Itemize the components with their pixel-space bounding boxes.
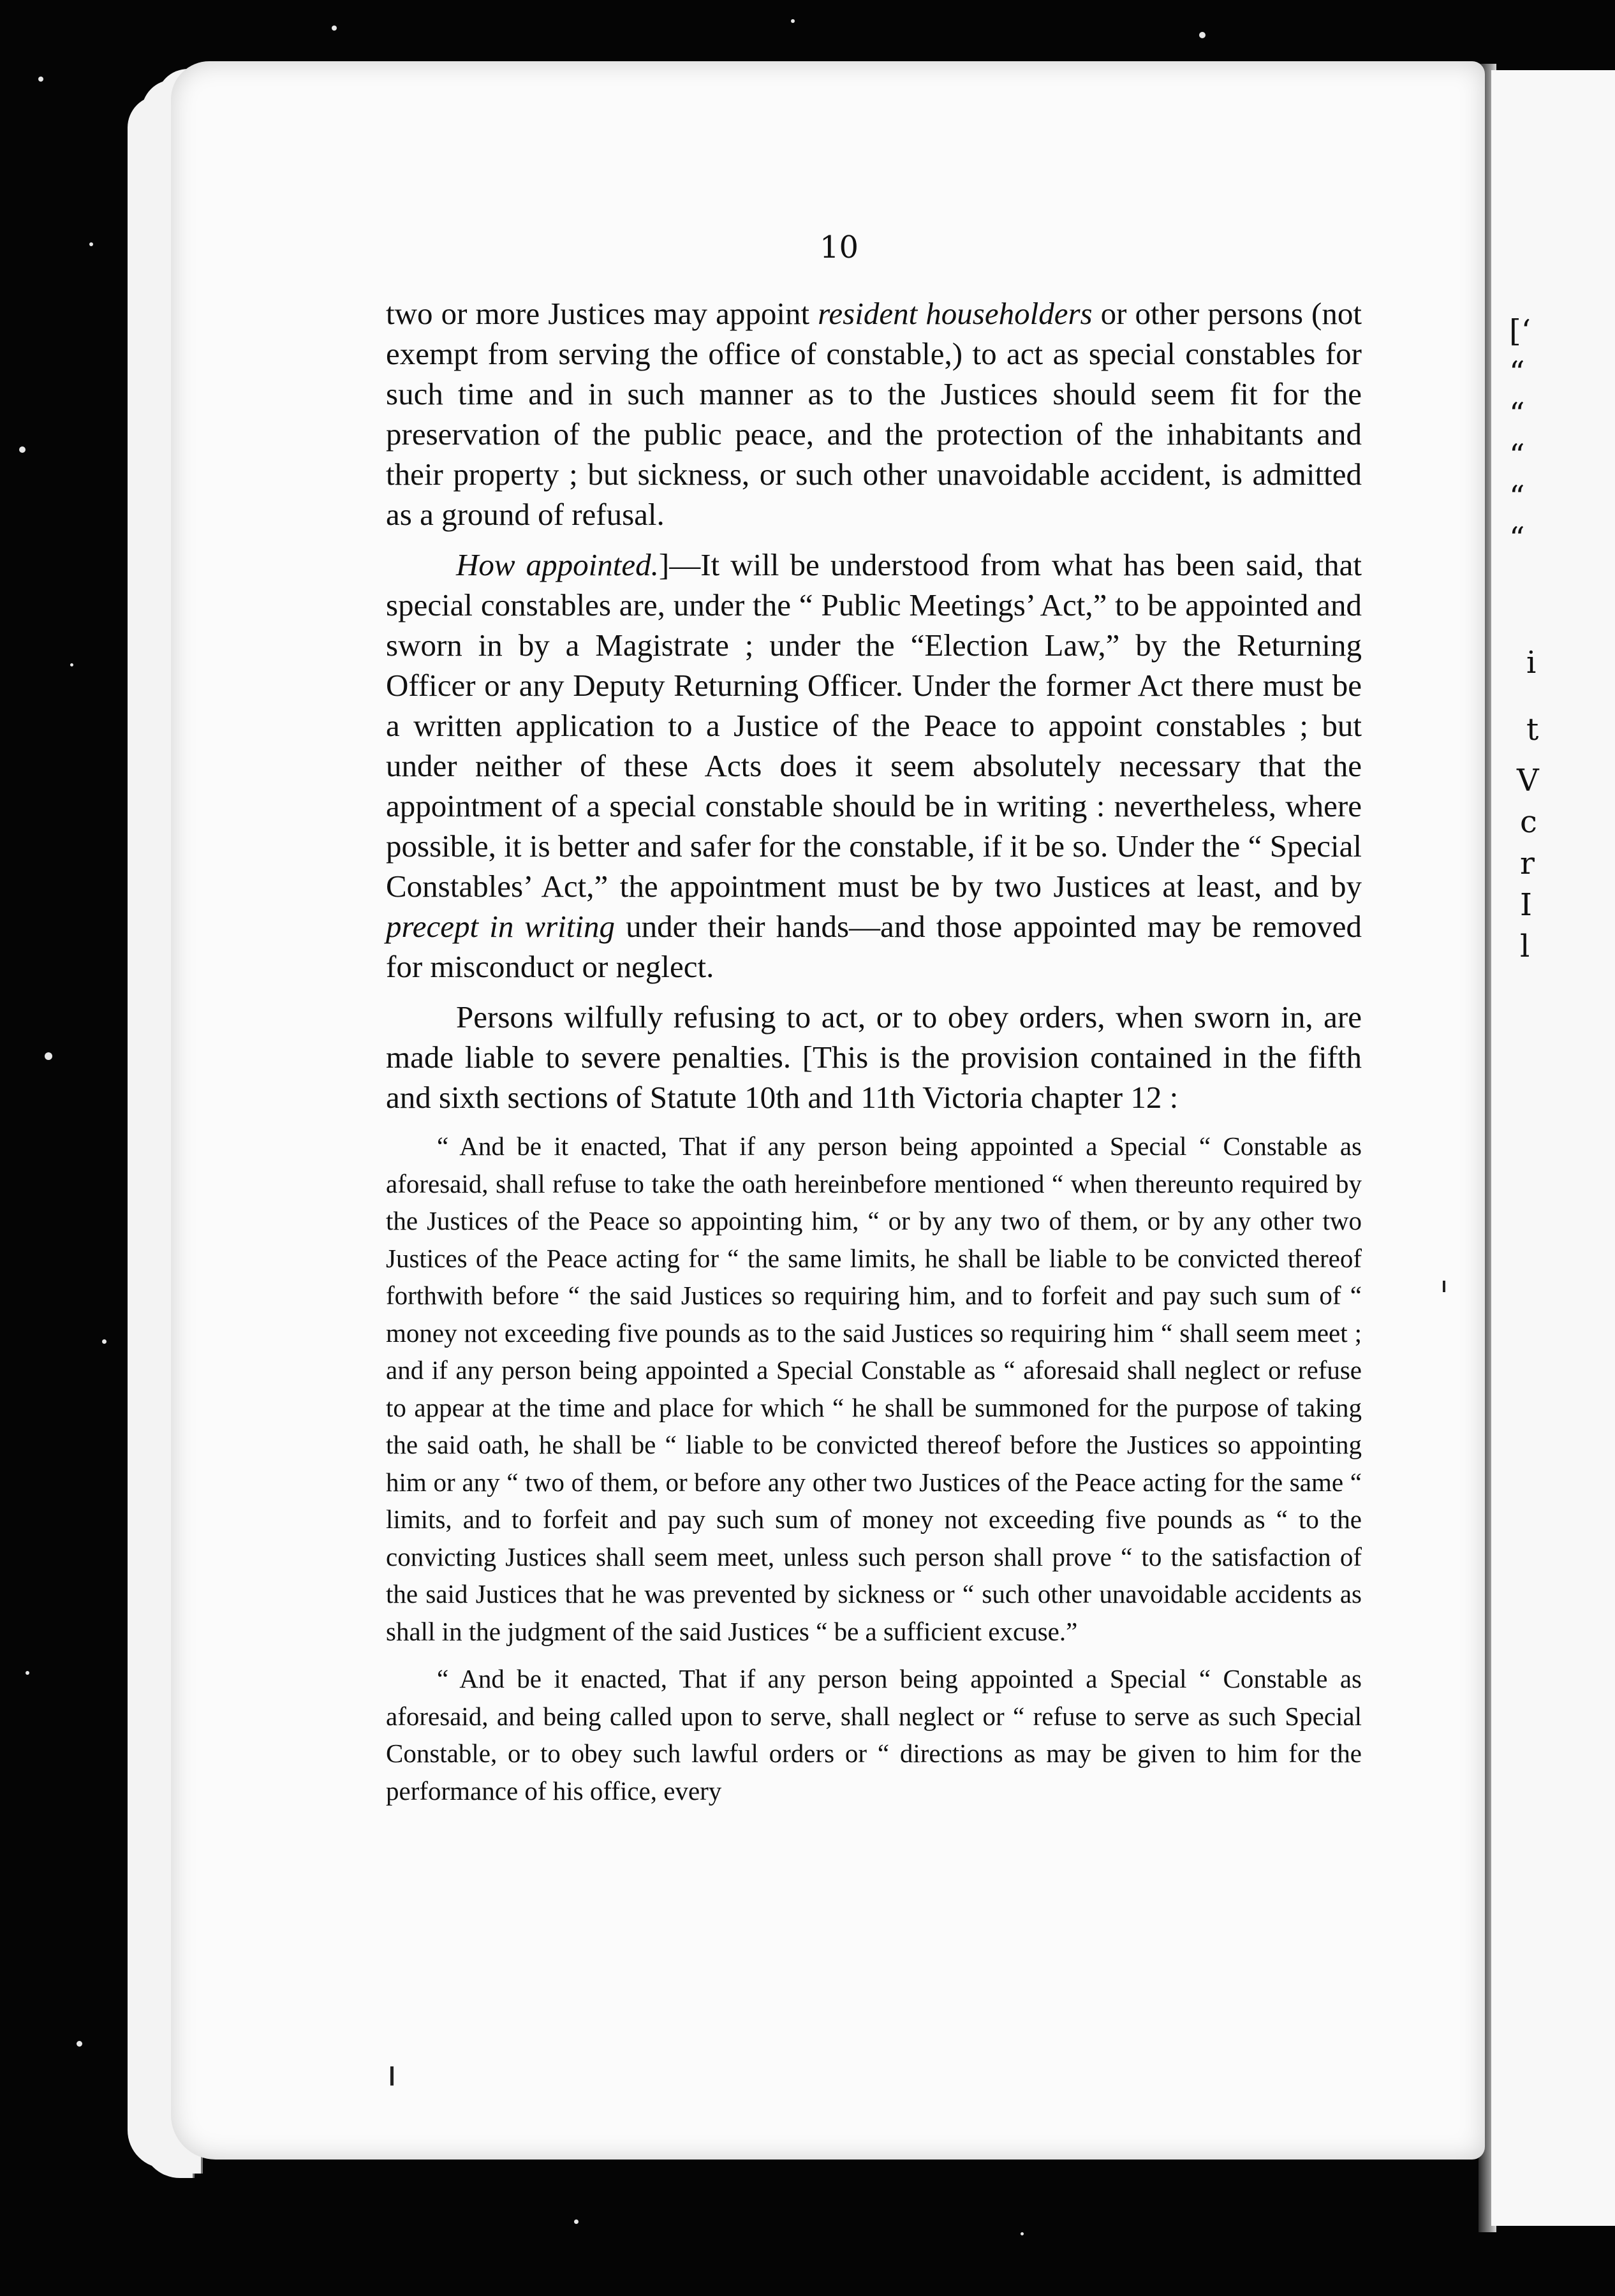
dust-speck	[26, 1671, 29, 1675]
page-number: 10	[820, 230, 859, 265]
paragraph-text: ]—It will be understood from what has been said, that special constables are, under the “ Public Meetings’ Act,” to be appointed and sworn in by a Magistrate ; under the “Election Law,” by the Returning Officer or any Deputy Returning Officer. Under the former Act there must be a written application to a Justice of the Peace to appoint constables ; but under neither of these Acts does it seem absolutely necessary that the appointment of a special constable should be in writing : nevertheless, where possible, it is better and safer for the constable, if it be so. Under the “ Special Constables’ Act,” the appointment must be by two Justices at least, and by	[386, 547, 1362, 904]
facing-page-mark: “	[1509, 355, 1525, 390]
paragraph	[386, 997, 1362, 1117]
paragraph-text: two or more Justices may appoint	[386, 296, 818, 331]
facing-page-mark: [‘	[1509, 313, 1531, 349]
italic-phrase: resident householders	[818, 296, 1093, 331]
paragraph	[386, 293, 1362, 534]
facing-page-mark: l	[1520, 929, 1530, 964]
paragraph-text: or other persons (not exempt from serving the office of constable,) to act as special constables for such time and in such manner as to the Justices should seem fit for the preservation of the public peace, and the protection of the inhabitants and their property ; but sickness, or such other unavoidable accident, is admitted as a ground of refusal.	[386, 296, 1362, 532]
ink-mark	[390, 2066, 394, 2086]
facing-page-mark: “	[1509, 479, 1525, 515]
dust-speck	[574, 2219, 579, 2224]
dust-speck	[38, 77, 43, 82]
section-lead: How appointed.	[456, 547, 659, 582]
facing-page-mark: “	[1509, 520, 1525, 556]
dust-speck	[791, 19, 795, 23]
paragraph-text: under their hands—and those appointed may be removed for misconduct or neglect.	[386, 909, 1362, 984]
facing-page-mark: i	[1526, 645, 1537, 681]
facing-page-mark: “	[1509, 396, 1525, 432]
facing-page-mark: c	[1520, 804, 1537, 840]
dust-speck	[77, 2041, 82, 2047]
ink-mark	[1443, 1281, 1445, 1292]
dust-speck	[1199, 32, 1206, 38]
facing-page-mark: V	[1517, 763, 1539, 798]
statute-quote: “ And be it enacted, That if any person being appointed a Special “ Constable as aforesaid, shall refuse to take the oath hereinbefore mentioned “ when thereunto required by the Justices of the Peace so appointing him, “ or by any two of them, or by any other two Justices of the Peace acting for “ the same limits, he shall be liable to be convicted thereof forthwith before “ the said Justices so requiring him, and to forfeit and pay such sum of “ money not exceeding five pounds as to the said Justices so requiring him “ shall seem meet ; and if any person being appointed a Special Constable as “ aforesaid shall neglect or refuse to appear at the time and place for which “ he shall be summoned for the purpose of taking the said oath, he shall be “ liable to be convicted thereof before the Justices so appointing him or any “ two of them, or before any other two Justices of the Peace acting for the same “ limits, and to forfeit and pay such sum of money not exceeding five pounds as “ to the convicting Justices shall seem meet, unless such person shall prove “ to the satisfaction of the said Justices that he was prevented by sickness or “ such other unavoidable accidents as shall in the judgment of the said Justices “ be a sufficient excuse.”	[386, 1131, 1362, 1646]
facing-page-edge	[1491, 70, 1615, 2226]
paragraph	[386, 545, 1362, 987]
dust-speck	[19, 446, 26, 453]
facing-page-mark: t	[1526, 712, 1539, 747]
italic-phrase: precept in writing	[386, 909, 616, 944]
dust-speck	[332, 26, 337, 31]
dust-speck	[70, 663, 73, 666]
statute-quote: “ And be it enacted, That if any person being appointed a Special “ Constable as aforesaid, and being called upon to serve, shall neglect or “ refuse to serve as such Special Constable, or to obey such lawful orders or “ directions as may be given to him for the performance of his office, every	[386, 1664, 1362, 1806]
paragraph-text: Persons wilfully refusing to act, or to obey orders, when sworn in, are made liable to severe penalties. [This is the provision contained in the fifth and sixth sections of Statute 10th and 11th Victoria chapter 12 :	[386, 999, 1362, 1115]
dust-speck	[102, 1339, 107, 1344]
facing-page-mark: “	[1509, 438, 1525, 473]
dust-speck	[45, 1052, 52, 1060]
facing-page-mark: I	[1520, 887, 1532, 923]
page-text	[386, 293, 1362, 1820]
dust-speck	[89, 242, 93, 246]
facing-page-mark: r	[1520, 846, 1535, 881]
dust-speck	[1021, 2232, 1024, 2235]
